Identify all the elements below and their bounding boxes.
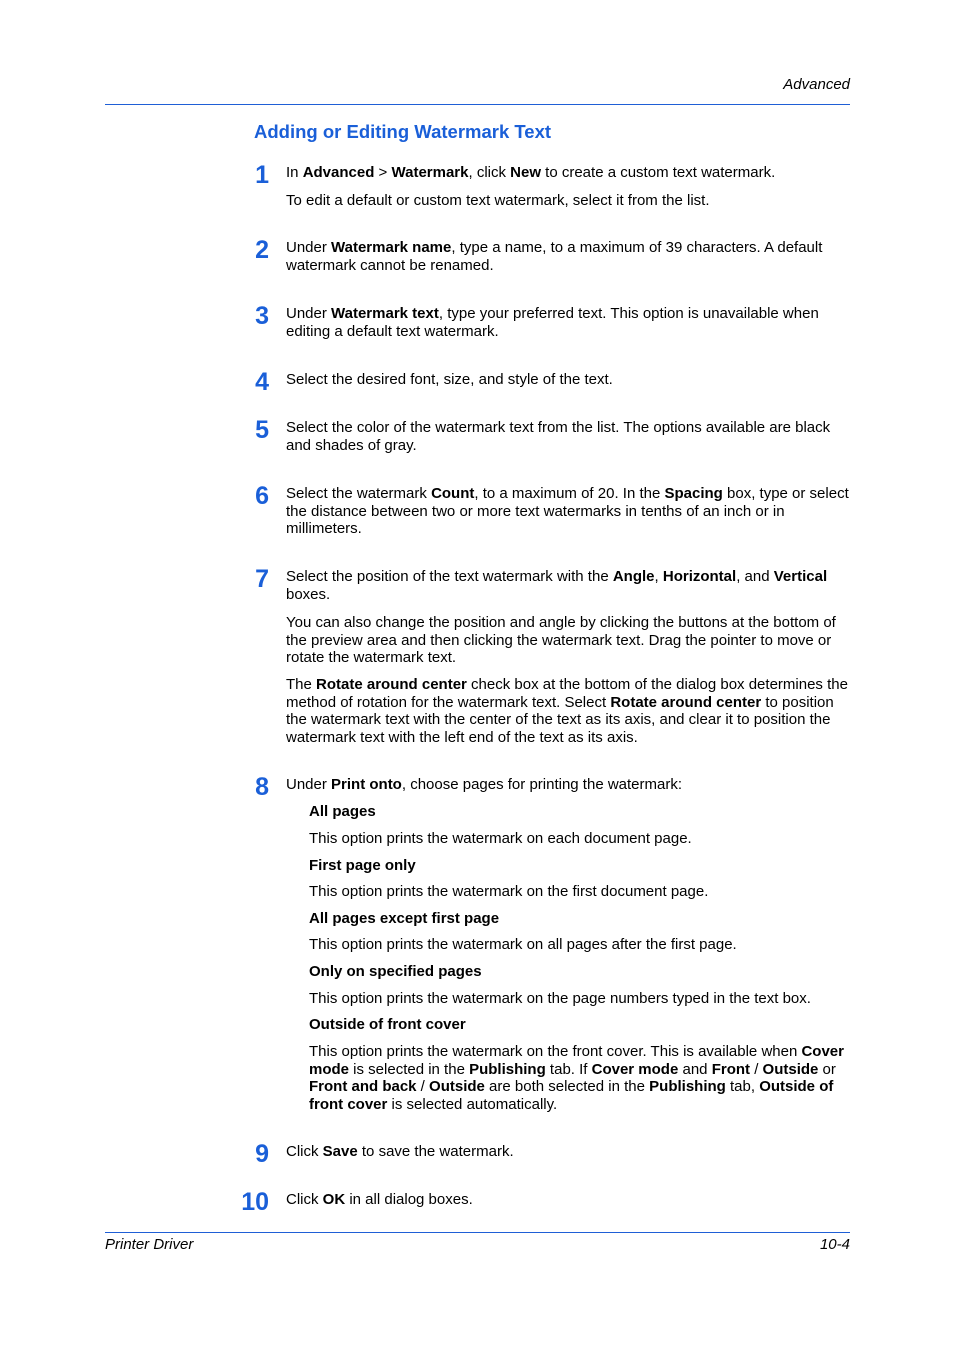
step-number: 9 (255, 1140, 269, 1168)
footer-title: Printer Driver (105, 1236, 194, 1253)
step-number: 8 (255, 773, 269, 801)
step-number: 7 (255, 565, 269, 593)
step-text: Click Save to save the watermark. (286, 1143, 514, 1160)
option-name: All pages except first page (309, 910, 500, 927)
step-number: 6 (255, 482, 269, 510)
header-rule (105, 104, 850, 105)
step-text: Select the watermark Count, to a maximum of 20. In the Spacing box, type or select the distance between two or more text watermarks in tenths of an inch or in millimeters. (286, 485, 849, 537)
option-desc: This option prints the watermark on the front cover. This is available when Cover mode is selected in the Publishing tab. If Cover mode and Front / Outside or Front and back / Outside are both selected in the Publishing tab, Outside of front cover is selected automatically. (309, 1043, 844, 1113)
footer-rule (105, 1232, 850, 1233)
step-number: 3 (255, 302, 269, 330)
step-text: Under Watermark name, type a name, to a maximum of 39 characters. A default watermark cannot be renamed. (286, 239, 823, 274)
step-text: Under Watermark text, type your preferred text. This option is unavailable when editing a default text watermark. (286, 305, 819, 340)
step-number: 4 (255, 368, 269, 396)
step-note: To edit a default or custom text watermark, select it from the list. (286, 192, 710, 209)
step-number: 1 (255, 161, 269, 189)
step-number: 10 (241, 1188, 269, 1216)
option-desc: This option prints the watermark on each document page. (309, 830, 692, 847)
step-text: Under Print onto, choose pages for printing the watermark: (286, 776, 683, 793)
section-title: Adding or Editing Watermark Text (254, 121, 552, 142)
option-desc: This option prints the watermark on the page numbers typed in the text box. (309, 990, 811, 1007)
step-note: You can also change the position and angle by clicking the buttons at the bottom of the preview area and then clicking the watermark text. Drag the pointer to move or rotate the watermark text. (286, 614, 836, 666)
option-desc: This option prints the watermark on the first document page. (309, 883, 709, 900)
option-desc: This option prints the watermark on all pages after the first page. (309, 936, 737, 953)
option-name: Outside of front cover (309, 1016, 466, 1033)
page-number: 10-4 (819, 1236, 850, 1253)
step-number: 2 (255, 236, 269, 264)
step-note: The Rotate around center check box at the bottom of the dialog box determines the method of rotation for the watermark text. Select Rotate around center to position the watermark text with the center of the text as its axis, and clear it to position the watermark text with the left end of the text as its axis. (286, 676, 848, 746)
step-text: Select the desired font, size, and style of the text. (286, 371, 613, 388)
step-text: In Advanced > Watermark, click New to create a custom text watermark. (286, 164, 776, 181)
step-text: Select the position of the text watermark with the Angle, Horizontal, and Vertical boxes. (286, 568, 828, 603)
step-text: Select the color of the watermark text from the list. The options available are black and shades of gray. (286, 419, 831, 454)
step-number: 5 (255, 416, 269, 444)
option-name: All pages (309, 803, 376, 820)
running-header: Advanced (783, 76, 850, 93)
option-name: Only on specified pages (309, 963, 482, 980)
option-name: First page only (309, 857, 416, 874)
step-text: Click OK in all dialog boxes. (286, 1191, 473, 1208)
